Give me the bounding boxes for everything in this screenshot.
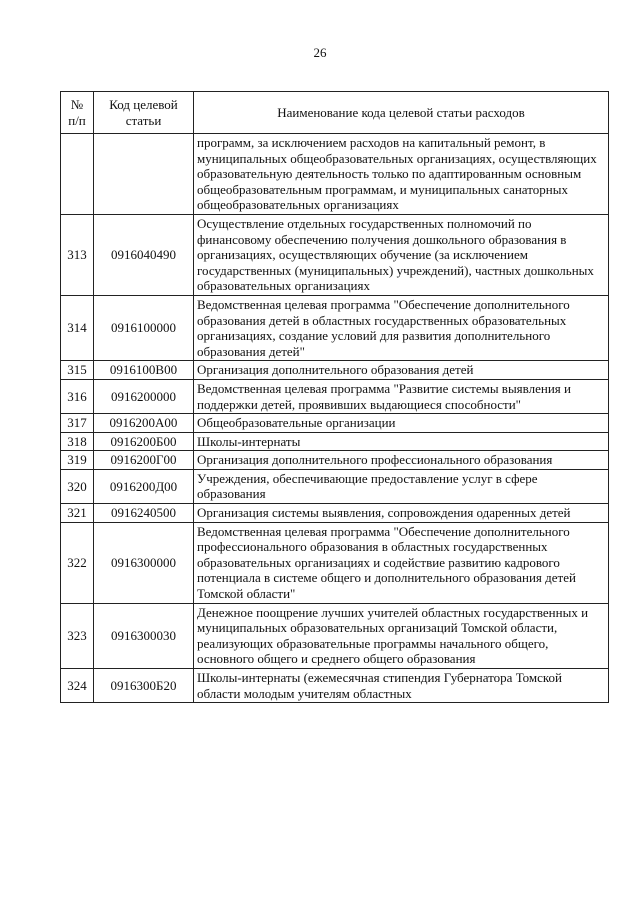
expense-name: программ, за исключением расходов на капитальный ремонт, в муниципальных общеобразовательных организациях, осуществляющих образовательную деятельность только по адаптированным основным общеобразовательным программам, и муниципальных санаторных общеобразовательных организациях: [194, 134, 609, 215]
row-number: 321: [61, 504, 94, 523]
page-number: 26: [313, 45, 327, 60]
target-code: 0916200000: [94, 379, 194, 413]
table-row: [61, 522, 609, 603]
expense-name: Организация системы выявления, сопровождения одаренных детей: [194, 504, 609, 523]
table-row: [61, 295, 609, 360]
target-code: 0916100В00: [94, 361, 194, 380]
table-row: [61, 414, 609, 433]
table-row: [61, 603, 609, 668]
table-row: [61, 214, 609, 295]
target-code: 0916200Д00: [94, 469, 194, 503]
expense-name: Осуществление отдельных государственных полномочий по финансовому обеспечению получения дошкольного образования в организациях, осуществляющих обучение (за исключением государственных (муниципальных) учреждений), частных дошкольных образовательных организациях: [194, 214, 609, 295]
budget-codes-table: [60, 91, 609, 703]
table-row: [61, 379, 609, 413]
expense-name: Учреждения, обеспечивающие предоставление услуг в сфере образования: [194, 469, 609, 503]
target-code: 0916240500: [94, 504, 194, 523]
row-number: [61, 134, 94, 215]
header-name: Наименование кода целевой статьи расходов: [194, 92, 609, 134]
row-number: 315: [61, 361, 94, 380]
table-row: [61, 669, 609, 703]
expense-name: Школы-интернаты (ежемесячная стипендия Губернатора Томской области молодым учителям областных: [194, 669, 609, 703]
header-code: Код целевой статьи: [94, 92, 194, 134]
row-number: 314: [61, 295, 94, 360]
table-row: [61, 432, 609, 451]
expense-name: Общеобразовательные организации: [194, 414, 609, 433]
expense-name: Организация дополнительного образования детей: [194, 361, 609, 380]
table-row: [61, 469, 609, 503]
expense-name: Школы-интернаты: [194, 432, 609, 451]
target-code: 0916100000: [94, 295, 194, 360]
target-code: 0916200А00: [94, 414, 194, 433]
table-body: [61, 134, 609, 703]
expense-name: Организация дополнительного профессионального образования: [194, 451, 609, 470]
expense-name: Ведомственная целевая программа "Обеспечение дополнительного профессионального образования в областных государственных образовательных организациях и содействие развитию кадрового потенциала в системе общего и дополнительного образования детей Томской области": [194, 522, 609, 603]
row-number: 318: [61, 432, 94, 451]
header-row: [61, 92, 609, 134]
row-number: 324: [61, 669, 94, 703]
table-row: [61, 451, 609, 470]
header-num: № п/п: [61, 92, 94, 134]
target-code: 0916200Б00: [94, 432, 194, 451]
expense-name: Ведомственная целевая программа "Развитие системы выявления и поддержки детей, проявивших выдающиеся способности": [194, 379, 609, 413]
expense-name: Ведомственная целевая программа "Обеспечение дополнительного образования детей в областных государственных образовательных организациях, создание условий для развития дополнительного образования детей": [194, 295, 609, 360]
target-code: 0916300Б20: [94, 669, 194, 703]
row-number: 319: [61, 451, 94, 470]
row-number: 316: [61, 379, 94, 413]
row-number: 322: [61, 522, 94, 603]
table-header: [61, 92, 609, 134]
row-number: 320: [61, 469, 94, 503]
table-row: [61, 361, 609, 380]
target-code: 0916200Г00: [94, 451, 194, 470]
row-number: 313: [61, 214, 94, 295]
row-number: 317: [61, 414, 94, 433]
target-code: 0916300030: [94, 603, 194, 668]
target-code: 0916300000: [94, 522, 194, 603]
target-code: [94, 134, 194, 215]
expense-name: Денежное поощрение лучших учителей областных государственных и муниципальных образовательных организаций Томской области, реализующих образовательные программы начального общего, основного общего и среднего общего образования: [194, 603, 609, 668]
table-row: [61, 134, 609, 215]
table-row: [61, 504, 609, 523]
row-number: 323: [61, 603, 94, 668]
target-code: 0916040490: [94, 214, 194, 295]
